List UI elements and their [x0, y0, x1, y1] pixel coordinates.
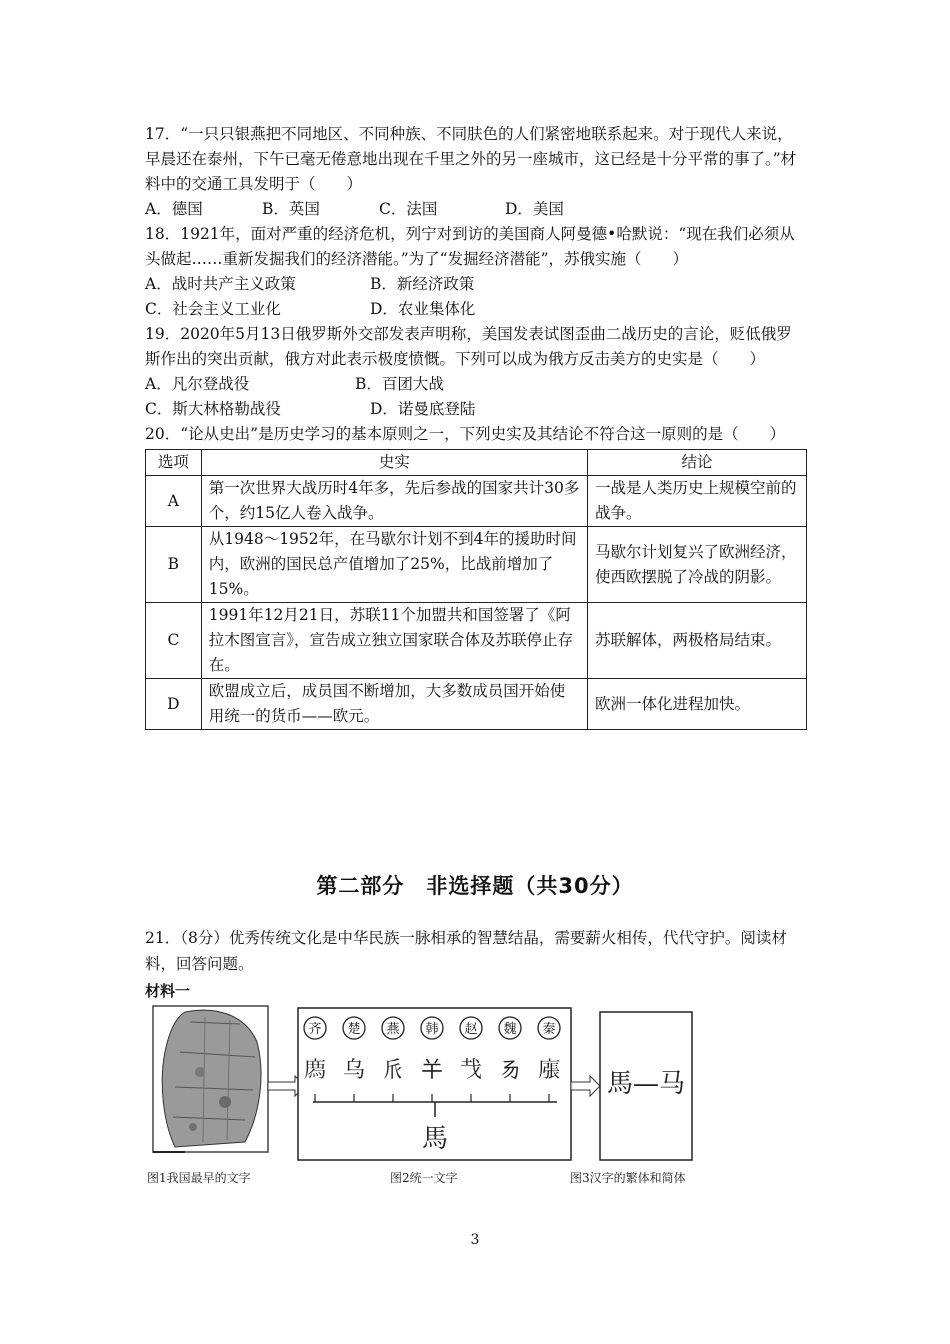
option-b: B．新经济政策: [370, 275, 475, 293]
header-fact: 史实: [201, 450, 587, 476]
option-d: D．诺曼底登陆: [370, 400, 476, 418]
material-label: 材料一: [145, 982, 191, 1000]
caption-figure-3: 图3汉字的繁体和简体: [570, 1171, 686, 1185]
question-18-options-row-1: [145, 272, 807, 297]
row-conclusion: 一战是人类历史上规模空前的战争。: [588, 476, 807, 527]
option-c: C．社会主义工业化: [145, 300, 281, 318]
question-17-stem: 17．“一只只银燕把不同地区、不同种族、不同肤色的人们紧密地联系起来。对于现代人来说，早晨还在泰州，下午已毫无倦意地出现在千里之外的另一座城市，这已经是十分平常的事了。”材料中的交通工具发明于（ ）: [145, 125, 797, 193]
question-21-stem: 21．（8分）优秀传统文化是中华民族一脉相承的智慧结晶，需要薪火相传，代代守护。阅读材料，回答问题。: [145, 929, 787, 973]
row-fact: 欧盟成立后，成员国不断增加，大多数成员国开始使用统一的货币——欧元。: [201, 679, 587, 730]
state-name: 魏: [503, 1022, 517, 1037]
state-horse-glyph: 𢊜: [537, 1058, 561, 1083]
unified-glyph: 馬: [421, 1124, 449, 1154]
caption-figure-2: 图2统一文字: [390, 1171, 458, 1185]
unified-script-diagram: [298, 1008, 600, 1160]
question-17-options: [145, 197, 807, 222]
state-horse-glyph: 𢊁: [303, 1058, 327, 1083]
row-fact: 从1948～1952年，在马歇尔计划不到4年的援助时间内，欧洲的国民总产值增加了25%，比战前增加了15%。: [201, 527, 587, 603]
row-option: B: [146, 527, 202, 603]
state-name: 齐: [308, 1022, 322, 1037]
option-b: B．英国: [262, 200, 320, 218]
state-name: 赵: [464, 1022, 478, 1037]
row-fact: 1991年12月21日，苏联11个加盟共和国签署了《阿拉木图宣言》，宣告成立独立国家联合体及苏联停止存在。: [201, 603, 587, 679]
header-conclusion: 结论: [588, 450, 807, 476]
material-figure: [145, 1002, 725, 1192]
state-horse-glyph: 𠂢: [381, 1058, 405, 1083]
table-row: [146, 603, 807, 679]
traditional-simplified-text: 馬—马: [606, 1069, 686, 1099]
state-horse-glyph: 乌: [342, 1058, 366, 1083]
row-conclusion: 欧洲一体化进程加快。: [588, 679, 807, 730]
table-row: [146, 527, 807, 603]
option-d: D．美国: [505, 200, 564, 218]
header-option: 选项: [146, 450, 202, 476]
state-horse-glyph: 𠃓: [498, 1058, 522, 1083]
row-option: A: [146, 476, 202, 527]
state-name: 燕: [386, 1022, 400, 1037]
section-title: 第二部分 非选择题（共30分）: [316, 874, 634, 898]
state-name: 秦: [542, 1022, 556, 1037]
option-a: A．战时共产主义政策: [145, 275, 296, 293]
option-a: A．德国: [145, 200, 203, 218]
row-option: C: [146, 603, 202, 679]
state-name: 楚: [347, 1022, 361, 1037]
state-name: 韩: [425, 1022, 439, 1037]
option-b: B．百团大战: [355, 375, 444, 393]
row-option: D: [146, 679, 202, 730]
question-19-options-row-1: [145, 372, 807, 397]
table-row: [146, 679, 807, 730]
table-header-row: [146, 450, 807, 476]
question-20-stem: 20．“论从史出”是历史学习的基本原则之一，下列史实及其结论不符合这一原则的是（ ）: [145, 425, 786, 443]
question-19: [145, 322, 807, 422]
question-20: [145, 422, 807, 730]
table-row: [146, 476, 807, 527]
option-c: C．法国: [379, 200, 438, 218]
option-c: C．斯大林格勒战役: [145, 400, 281, 418]
question-19-stem: 19．2020年5月13日俄罗斯外交部发表声明称，美国发表试图歪曲二战历史的言论，贬低俄罗斯作出的突出贡献，俄方对此表示极度愤慨。下列可以成为俄方反击美方的史实是（ ）: [145, 325, 792, 368]
state-horse-glyph: 𢆉: [420, 1058, 444, 1083]
question-18-stem: 18．1921年，面对严重的经济危机，列宁对到访的美国商人阿曼德•哈默说：“现在我们必须从头做起……重新发掘我们的经济潜能。”为了“发掘经济潜能”，苏俄实施（ ）: [145, 225, 795, 268]
traditional-simplified-box: [600, 1012, 692, 1160]
question-17: [145, 122, 807, 222]
option-d: D．农业集体化: [370, 300, 476, 318]
row-conclusion: 苏联解体，两极格局结束。: [588, 603, 807, 679]
question-21: [145, 925, 807, 977]
oracle-bone-image: [153, 1006, 305, 1152]
option-a: A．凡尔登战役: [145, 375, 250, 393]
question-18: [145, 222, 807, 322]
question-20-table: [145, 449, 807, 730]
caption-figure-1: 图1我国最早的文字: [147, 1171, 251, 1185]
state-horse-glyph: 𢦏: [459, 1058, 483, 1083]
row-fact: 第一次世界大战历时4年多，先后参战的国家共计30多个，约15亿人卷入战争。: [201, 476, 587, 527]
row-conclusion: 马歇尔计划复兴了欧洲经济，使西欧摆脱了冷战的阴影。: [588, 527, 807, 603]
questions-block: [145, 122, 807, 730]
page-number: 3: [470, 1232, 480, 1248]
figure-svg: [145, 1002, 725, 1192]
question-19-options-row-2: [145, 397, 807, 422]
question-18-options-row-2: [145, 297, 807, 322]
